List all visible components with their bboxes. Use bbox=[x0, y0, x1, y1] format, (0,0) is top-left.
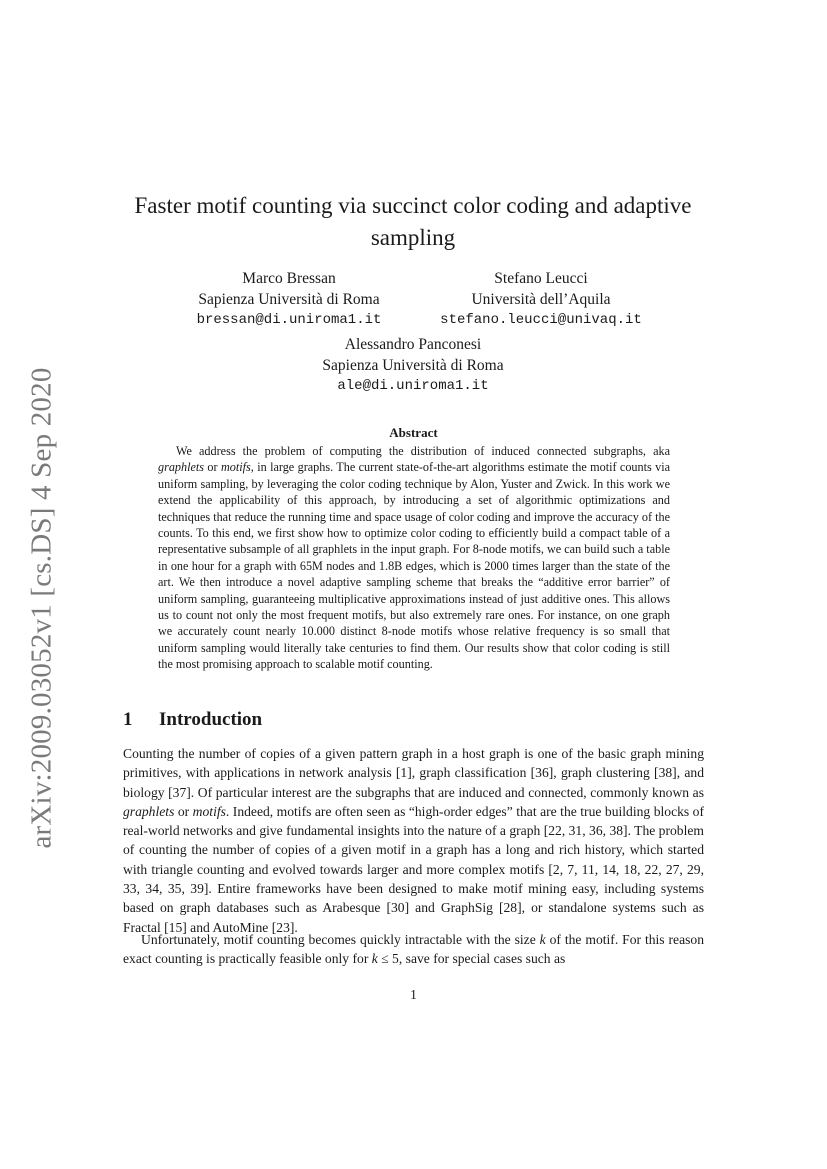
math-variable: k bbox=[539, 932, 546, 947]
body-text-run: of the motif. For this reason exact counting is practically feasible only for bbox=[123, 932, 704, 967]
body-emphasis: graphlets bbox=[123, 803, 175, 819]
page-number: 1 bbox=[410, 987, 417, 1002]
author-email: stefano.leucci@univaq.it bbox=[440, 312, 642, 328]
body-paragraph bbox=[123, 744, 704, 937]
abstract-text-run: or bbox=[204, 460, 221, 475]
author-block bbox=[170, 268, 408, 331]
author-affiliation: Università dell’Aquila bbox=[471, 291, 611, 308]
abstract-text-run: , in large graphs. The current state-of-the-art algorithms estimate the motif counts via uniform sampling, by leveraging the color coding technique by Alon, Yuster and Zwick. In this work we extend the applicability of this approach, by introducing a set of algorithmic optimizations and techniques that reduce the running time and space usage of color coding and improve the accuracy of the counts. To this end, we first show how to optimize color coding to efficiently build a compact table of a representative subsample of all graphlets in the input graph. For 8-node motifs, we can build such a table in one hour for a graph with 65M nodes and 1.8B edges, which is 2000 times larger than the state of the art. We then introduce a novel adaptive sampling scheme that breaks the “additive error barrier” of uniform sampling, guaranteeing multiplicative approximations instead of just additive ones. This allows us to count not only the most frequent motifs, but also extremely rare ones. For instance, on one graph we accurately count nearly 10.000 distinct 8-node motifs whose relative frequency is so small that uniform sampling would literally take centuries to find them. Our results show that color coding is still the most promising approach to scalable motif counting. bbox=[158, 460, 671, 672]
author-name: Stefano Leucci bbox=[494, 270, 588, 287]
body-text-run: Counting the number of copies of a given pattern graph in a host graph is one of the basic graph mining primitives, with applications in network analysis [1], graph classification [36], graph clustering [38], and biology [37]. Of particular interest are the subgraphs that are induced and connected, commonly known as bbox=[123, 746, 704, 800]
paper-title: Faster motif counting via succinct color coding and adaptive sampling bbox=[134, 193, 692, 250]
author-affiliation: Sapienza Università di Roma bbox=[322, 357, 504, 374]
arxiv-identifier: arXiv:2009.03052v1 [cs.DS] 4 Sep 2020 bbox=[25, 366, 58, 849]
section-number: 1 bbox=[123, 709, 133, 730]
abstract-text bbox=[158, 443, 670, 673]
body-text-run: ≤ 5, save for special cases such as bbox=[377, 951, 566, 967]
author-block bbox=[283, 334, 543, 397]
author-name: Marco Bressan bbox=[242, 270, 336, 287]
body-emphasis: motifs bbox=[192, 803, 226, 819]
body-paragraph bbox=[123, 930, 704, 969]
author-name: Alessandro Panconesi bbox=[344, 336, 482, 353]
arxiv-stamp bbox=[20, 366, 64, 849]
section-title: Introduction bbox=[159, 709, 263, 730]
author-block bbox=[425, 268, 657, 331]
abstract-heading: Abstract bbox=[389, 425, 438, 440]
abstract-text-run: We address the problem of computing the distribution of induced connected subgraphs, aka bbox=[176, 444, 670, 458]
body-text-run: Unfortunately, motif counting becomes quickly intractable with the size bbox=[141, 932, 540, 947]
body-text-run: . Indeed, motifs are often seen as “high-order edges” that are the true building blocks of real-world networks and give fundamental insights into the nature of a graph [22, 31, 36, 38]. The problem of counting the number of copies of a given motif in a graph has a long and rich history, which started with triangle counting and evolved towards larger and more complex motifs [2, 7, 11, 14, 18, 22, 27, 29, 33, 34, 35, 39]. Entire frameworks have been designed to make motif mining easy, including systems based on graph databases such as Arabesque [30] and GraphSig [28], or standalone systems such as Fractal [15] and AutoMine [23]. bbox=[123, 803, 705, 935]
math-variable: k bbox=[371, 951, 378, 967]
body-text-run: or bbox=[174, 803, 193, 819]
abstract-emphasis: graphlets bbox=[158, 460, 205, 475]
abstract-emphasis: motifs bbox=[220, 460, 251, 475]
author-affiliation: Sapienza Università di Roma bbox=[198, 291, 380, 308]
author-email: bressan@di.uniroma1.it bbox=[196, 312, 382, 328]
section-heading bbox=[123, 709, 262, 731]
author-email: ale@di.uniroma1.it bbox=[337, 378, 489, 394]
